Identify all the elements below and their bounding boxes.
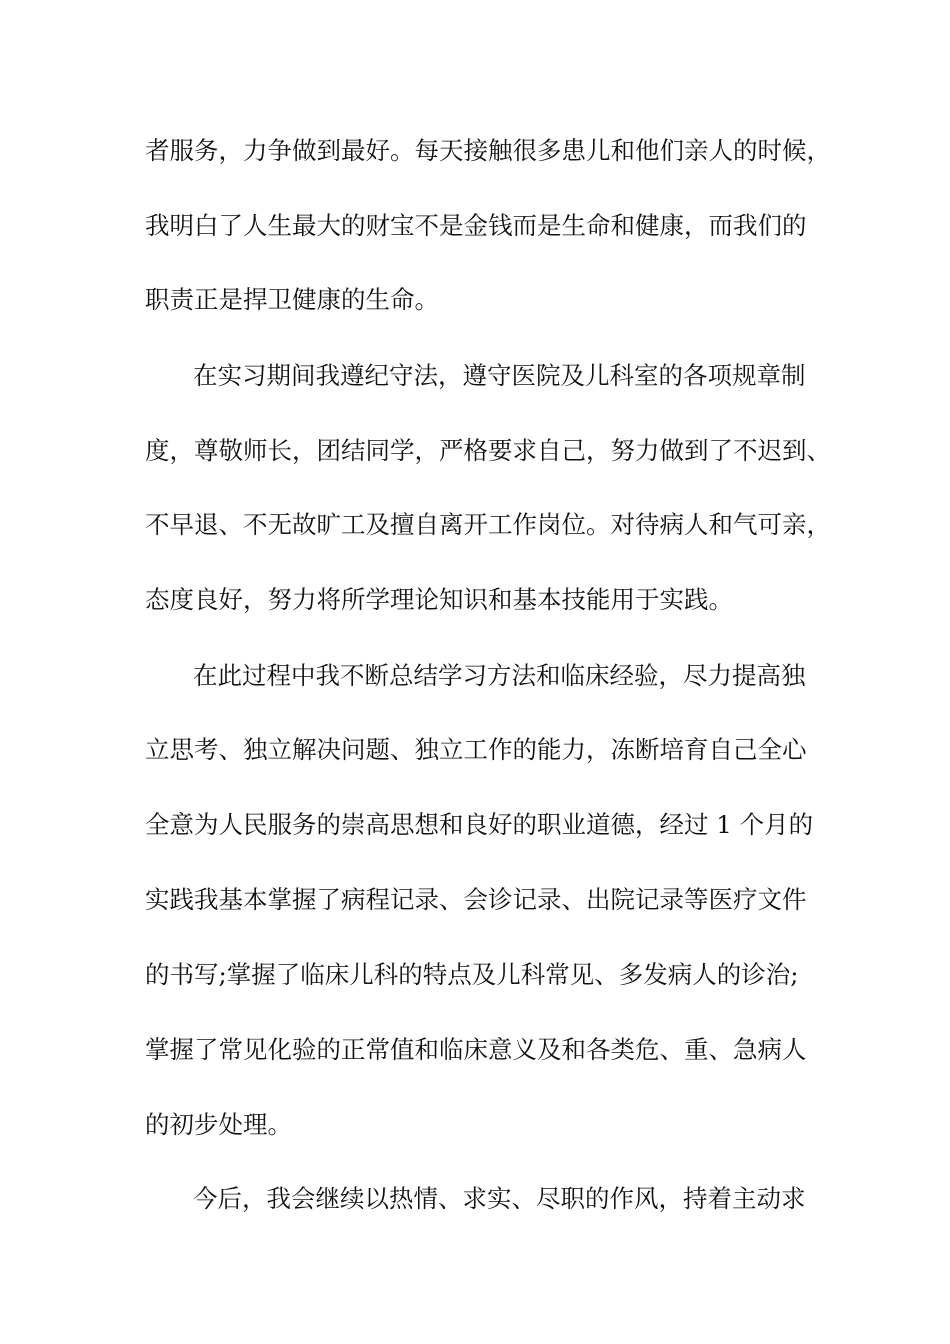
text-line: 度，尊敬师长，团结同学，严格要求自己，努力做到了不迟到、 (145, 436, 831, 465)
text-line: 实践我基本掌握了病程记录、会诊记录、出院记录等医疗文件 (145, 885, 807, 914)
text-line: 者服务，力争做到最好。每天接触很多患儿和他们亲人的时候， (145, 136, 831, 165)
text-line: 职责正是捍卫健康的生命。 (145, 285, 439, 314)
paragraph-start-line: 在此过程中我不断总结学习方法和临床经验，尽力提高独 (193, 661, 806, 690)
paragraph-start-line: 今后，我会继续以热情、求实、尽职的作风，持着主动求 (193, 1184, 806, 1213)
text-line: 态度良好，努力将所学理论知识和基本技能用于实践。 (145, 585, 733, 614)
text-line: 不早退、不无故旷工及擅自离开工作岗位。对待病人和气可亲， (145, 510, 831, 539)
text-line: 掌握了常见化验的正常值和临床意义及和各类危、重、急病人 (145, 1035, 807, 1064)
text-line: 全意为人民服务的崇高思想和良好的职业道德，经过 1 个月的 (145, 810, 814, 839)
text-line: 的初步处理。 (145, 1110, 292, 1139)
text-line: 我明白了人生最大的财宝不是金钱而是生命和健康，而我们的 (145, 211, 807, 240)
text-line: 立思考、独立解决问题、独立工作的能力，冻断培育自己全心 (145, 735, 807, 764)
text-line: 的书写;掌握了临床儿科的特点及儿科常见、多发病人的诊治; (145, 960, 799, 989)
paragraph-start-line: 在实习期间我遵纪守法，遵守医院及儿科室的各项规章制 (193, 361, 806, 390)
